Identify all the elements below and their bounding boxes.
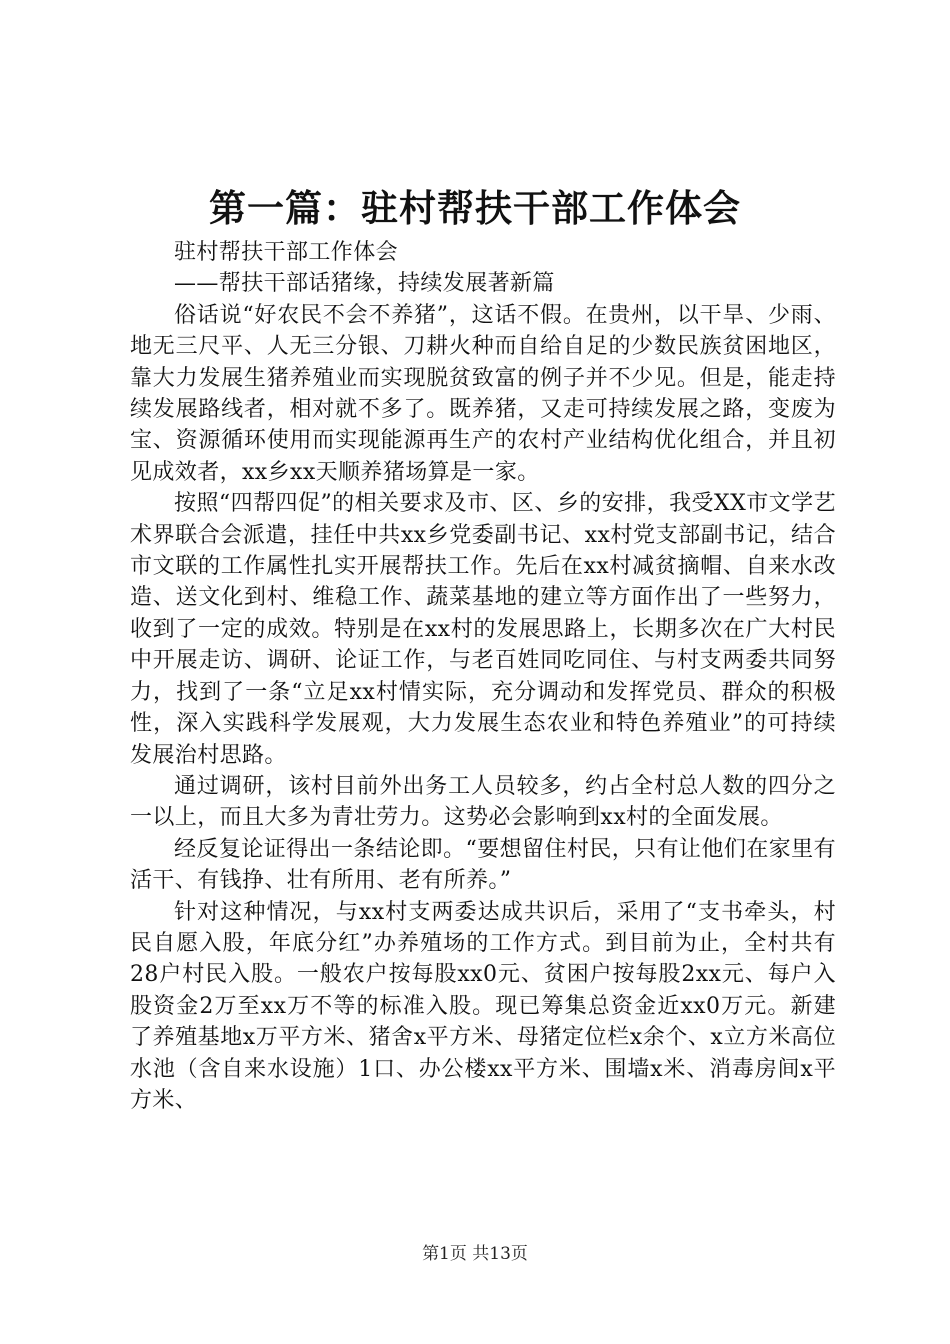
document-title: 第一篇：驻村帮扶干部工作体会 <box>209 186 741 230</box>
subheading-line: ——帮扶干部话猪缘，持续发展著新篇 <box>174 271 555 297</box>
paragraph: 按照“四帮四促”的相关要求及市、区、乡的安排，我受XX市文学艺术界联合会派遣，挂任中共xx乡党委副书记、xx村党支部副书记，结合市文联的工作属性扎实开展帮扶工作。先后在xx村减贫摘帽、自来水改造、送文化到村、维稳工作、蔬菜基地的建立等方面作出了一些努力，收到了一定的成效。特别是在xx村的发展思路上，长期多次在广大村民中开展走访、调研、论证工作，与老百姓同吃同住、与村支两委共同努力，找到了一条“立足xx村情实际，充分调动和发挥党员、群众的积极性，深入实践科学发展观，大力发展生态农业和特色养殖业”的可持续发展治村思路。 <box>130 491 836 768</box>
page-footer: 第1页 共13页 <box>422 1244 528 1264</box>
heading-line: 驻村帮扶干部工作体会 <box>174 240 399 265</box>
paragraph: 经反复论证得出一条结论即。“要想留住村民，只有让他们在家里有活干、有钱挣、壮有所用、老有所养。” <box>130 836 836 894</box>
paragraph: 通过调研，该村目前外出务工人员较多，约占全村总人数的四分之一以上，而且大多为青壮劳力。这势必会影响到xx村的全面发展。 <box>130 773 836 831</box>
paragraph: 俗话说“好农民不会不养猪”，这话不假。在贵州，以干旱、少雨、地无三尺平、人无三分银、刀耕火种而自给自足的少数民族贫困地区，靠大力发展生猪养殖业而实现脱贫致富的例子并不少见。但是，能走持续发展路线者，相对就不多了。既养猪，又走可持续发展之路，变废为宝、资源循环使用而实现能源再生产的农村产业结构优化组合，并且初见成效者，xx乡xx天顺养猪场算是一家。 <box>130 302 836 485</box>
document-body <box>130 237 836 1116</box>
paragraph: 针对这种情况，与xx村支两委达成共识后，采用了“支书牵头，村民自愿入股，年底分红”办养殖场的工作方式。到目前为止，全村共有28户村民入股。一般农户按每股xx0元、贫困户按每股2xx元、每户入股资金2万至xx万不等的标准入股。现已筹集总资金近xx0万元。新建了养殖基地x万平方米、猪舍x平方米、母猪定位栏x余个、x立方米高位水池（含自来水设施）1口、办公楼xx平方米、围墙x米、消毒房间x平方米、 <box>130 899 836 1113</box>
